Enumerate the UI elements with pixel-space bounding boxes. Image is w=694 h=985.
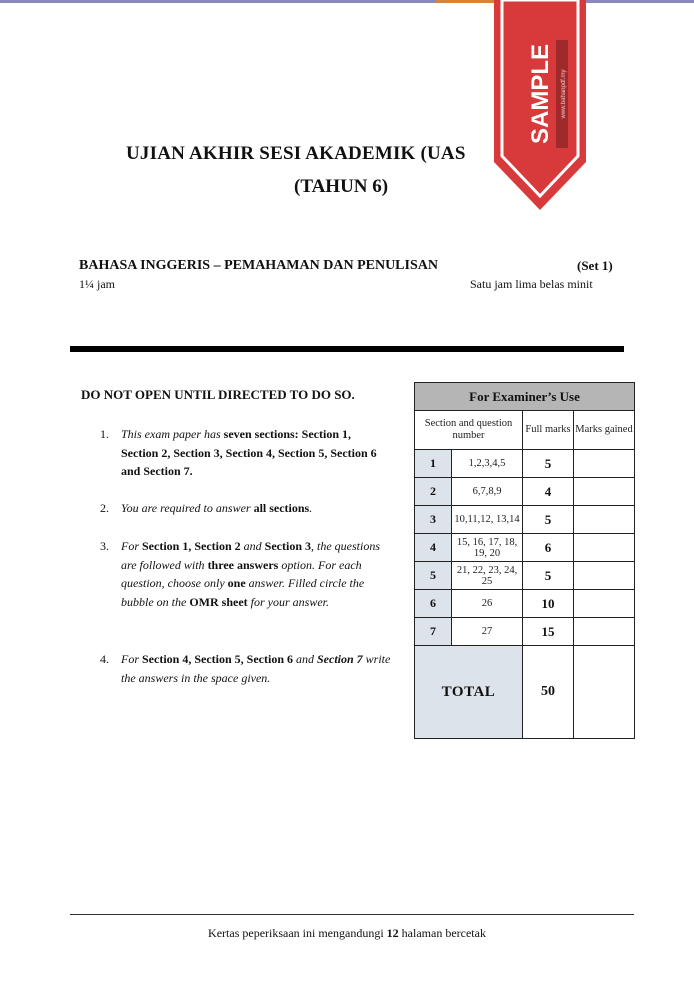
instruction-fragment: Section 3: [264, 539, 312, 553]
question-numbers: 26: [452, 590, 523, 618]
instruction-fragment: option. For each question, choose only: [121, 557, 362, 590]
instruction-fragment: write the answers in the space given.: [121, 652, 391, 685]
section-number: 2: [415, 478, 452, 506]
section-number: 1: [415, 450, 452, 478]
table-row: [415, 478, 635, 506]
instruction-fragment: one: [227, 576, 246, 590]
question-numbers: 6,7,8,9: [452, 478, 523, 506]
instruction-number: 4.: [100, 652, 109, 666]
table-row: [415, 450, 635, 478]
marks-gained-cell: [574, 590, 635, 618]
instruction-fragment: answer. Filled circle the bubble on the: [121, 576, 365, 609]
instruction-text: [121, 499, 391, 518]
page-count: 12: [386, 926, 399, 940]
marks-gained-cell: [574, 478, 635, 506]
exam-title: UJIAN AKHIR SESI AKADEMIK (UAS: [126, 143, 466, 164]
question-numbers: 27: [452, 618, 523, 646]
section-number: 7: [415, 618, 452, 646]
total-full-marks: 50: [523, 646, 574, 739]
instruction-fragment: seven sections: Section 1, Section 2, Section 3, Section 4, Section 5, Section 6 and Section 7.: [121, 427, 377, 478]
instruction-fragment: This exam paper has: [121, 427, 224, 441]
table-row: [415, 534, 635, 562]
instruction-fragment: Section 4, Section 5, Section 6: [142, 652, 293, 666]
marks-gained-cell: [574, 562, 635, 590]
instruction-fragment: For: [121, 539, 142, 553]
instruction-fragment: three answers: [207, 557, 279, 572]
instruction-fragment: .: [309, 501, 313, 515]
instruction-fragment: OMR sheet: [189, 594, 248, 609]
table-row: [415, 506, 635, 534]
full-marks: 6: [523, 534, 574, 562]
full-marks: 4: [523, 478, 574, 506]
instruction-fragment: Section 1, Section 2: [142, 539, 241, 553]
sample-ribbon-label-layer: [492, 0, 588, 190]
footer-divider: [70, 914, 634, 915]
marks-gained-cell: [574, 534, 635, 562]
question-numbers: 21, 22, 23, 24, 25: [452, 562, 523, 590]
instruction-fragment: Section 7: [317, 652, 363, 666]
header-divider: [70, 346, 624, 352]
total-row: [415, 646, 635, 739]
sample-sublabel: www.bahanpdf.my: [561, 69, 567, 119]
column-header-full-marks: Full marks: [523, 411, 574, 450]
instruction-fragment: For: [121, 652, 142, 666]
marks-gained-cell: [574, 618, 635, 646]
instruction-fragment: You are required to answer: [121, 501, 254, 515]
instruction-number: 3.: [100, 539, 109, 553]
page-count-note: [0, 926, 694, 941]
examiner-table: [414, 382, 635, 739]
total-label: TOTAL: [415, 646, 523, 739]
instruction-text: [121, 425, 391, 481]
paper-set: (Set 1): [577, 258, 613, 273]
sample-ribbon-icon: [492, 0, 588, 212]
instruction-text: [121, 537, 391, 611]
question-numbers: 15, 16, 17, 18, 19, 20: [452, 534, 523, 562]
question-numbers: 10,11,12, 13,14: [452, 506, 523, 534]
duration-in-words: Satu jam lima belas minit: [470, 277, 593, 291]
page-top-border: [0, 0, 694, 3]
instruction-number: 2.: [100, 501, 109, 515]
instruction-fragment: all sections: [253, 501, 310, 515]
marks-gained-cell: [574, 450, 635, 478]
table-row: [415, 618, 635, 646]
instruction-fragment: and: [293, 652, 317, 666]
column-header-section: Section and question number: [415, 411, 523, 450]
full-marks: 15: [523, 618, 574, 646]
sample-label: SAMPLE: [527, 43, 554, 145]
subject-name: BAHASA INGGERIS – PEMAHAMAN DAN PENULISAN: [79, 258, 438, 273]
section-number: 3: [415, 506, 452, 534]
full-marks: 10: [523, 590, 574, 618]
full-marks: 5: [523, 562, 574, 590]
instruction-fragment: for your answer.: [247, 594, 329, 609]
footer-text-after: halaman bercetak: [398, 926, 486, 940]
section-number: 5: [415, 562, 452, 590]
instruction-number: 1.: [100, 427, 109, 441]
full-marks: 5: [523, 450, 574, 478]
question-numbers: 1,2,3,4,5: [452, 450, 523, 478]
examiner-table-title: For Examiner’s Use: [415, 383, 635, 411]
marks-gained-cell: [574, 506, 635, 534]
table-row: [415, 590, 635, 618]
section-number: 6: [415, 590, 452, 618]
section-number: 4: [415, 534, 452, 562]
full-marks: 5: [523, 506, 574, 534]
instruction-fragment: and: [240, 539, 265, 553]
do-not-open-notice: DO NOT OPEN UNTIL DIRECTED TO DO SO.: [81, 387, 355, 402]
instruction-fragment: , the questions are followed with: [121, 539, 381, 572]
table-row: [415, 562, 635, 590]
exam-year: (TAHUN 6): [294, 176, 389, 197]
footer-text-before: Kertas peperiksaan ini mengandungi: [208, 926, 387, 940]
duration: 1¼ jam: [79, 277, 115, 291]
instruction-text: [121, 650, 391, 687]
total-marks-gained-cell: [574, 646, 635, 739]
column-header-marks-gained: Marks gained: [574, 411, 635, 450]
